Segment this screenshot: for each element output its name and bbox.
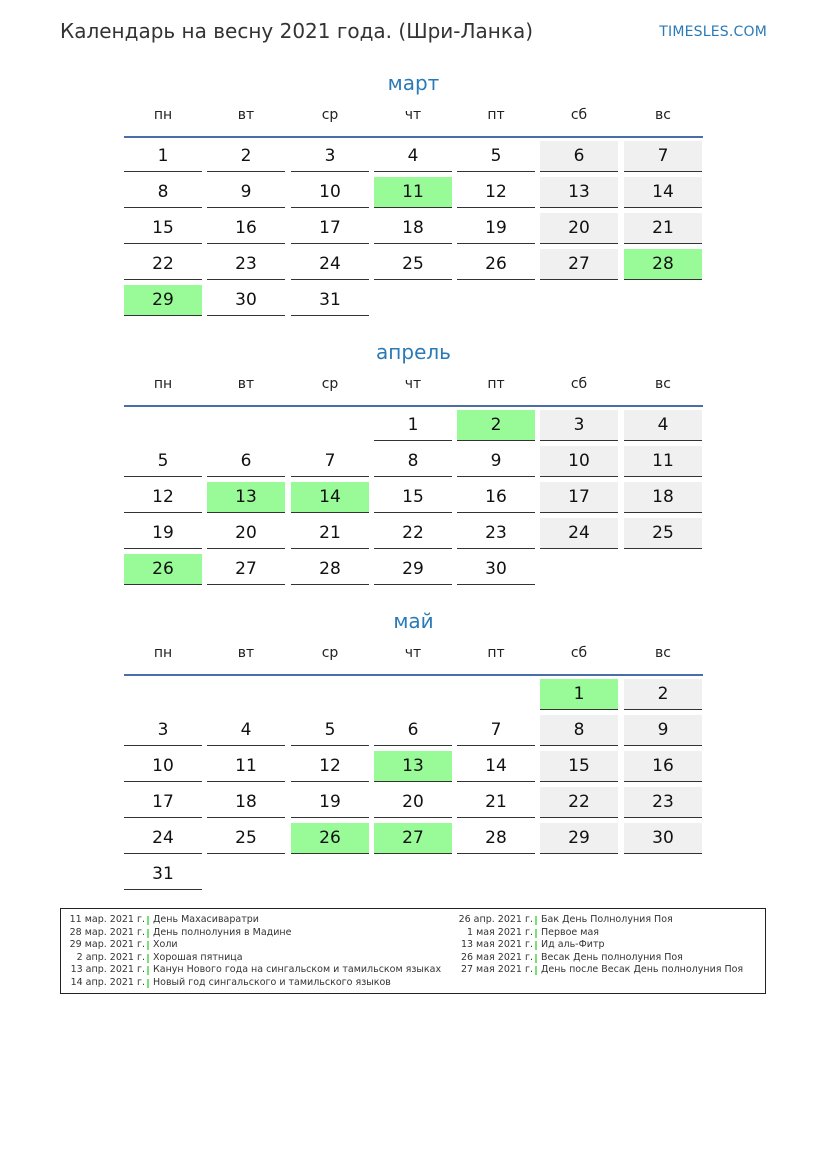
header-rule	[124, 674, 703, 676]
site-brand-link[interactable]: TIMESLES.COM	[659, 24, 767, 40]
day-cell: 10	[291, 177, 369, 208]
day-cell-holiday: 14	[291, 482, 369, 513]
day-cell: 28	[457, 823, 535, 854]
legend-color-marker	[147, 966, 149, 975]
weekday-label: вс	[655, 107, 671, 123]
weekday-label: пн	[153, 107, 173, 123]
day-cell: 31	[291, 285, 369, 316]
legend-column-right	[449, 914, 767, 977]
day-cell: 7	[457, 715, 535, 746]
weekday-label: пт	[487, 107, 505, 123]
day-cell-weekend: 25	[624, 518, 702, 549]
legend-entry	[61, 977, 453, 990]
day-cell: 3	[291, 141, 369, 172]
day-cell: 12	[291, 751, 369, 782]
legend-entry	[449, 914, 767, 927]
day-cell: 2	[207, 141, 285, 172]
weekday-label: вт	[237, 107, 255, 123]
weekday-label: сб	[570, 645, 588, 661]
day-cell: 18	[207, 787, 285, 818]
legend-color-marker	[535, 941, 537, 950]
day-cell: 31	[124, 859, 202, 890]
legend-entry	[449, 927, 767, 940]
day-cell: 11	[207, 751, 285, 782]
day-cell: 21	[457, 787, 535, 818]
legend-holiday-name: День Махасиваратри	[153, 914, 259, 925]
day-cell: 21	[291, 518, 369, 549]
weekday-label: вс	[655, 645, 671, 661]
legend-date: 1 мая 2021 г.	[467, 926, 533, 938]
legend-column-left	[61, 914, 453, 989]
holiday-legend	[60, 908, 766, 994]
day-cell: 12	[457, 177, 535, 208]
day-cell-weekend: 21	[624, 213, 702, 244]
month-may	[124, 607, 703, 884]
legend-date: 29 мар. 2021 г.	[69, 939, 145, 950]
day-cell: 22	[124, 249, 202, 280]
legend-date: 13 мая 2021 г.	[460, 939, 533, 950]
legend-entry	[61, 914, 453, 927]
day-cell-weekend: 6	[540, 141, 618, 172]
legend-color-marker	[535, 966, 537, 975]
legend-date: 26 мая 2021 г.	[460, 951, 533, 963]
legend-entry	[61, 927, 453, 940]
legend-color-marker	[535, 916, 537, 925]
day-cell-weekend: 29	[540, 823, 618, 854]
day-cell-weekend: 23	[624, 787, 702, 818]
day-cell: 25	[374, 249, 452, 280]
day-cell-holiday: 27	[374, 823, 452, 854]
day-cell-weekend: 2	[624, 679, 702, 710]
legend-entry	[449, 964, 767, 977]
day-cell: 20	[207, 518, 285, 549]
legend-color-marker	[147, 929, 149, 938]
legend-holiday-name: Канун Нового года на сингальском и тамильском языках	[153, 964, 442, 975]
month-title: март	[387, 71, 440, 95]
day-cell: 18	[374, 213, 452, 244]
day-cell-holiday: 11	[374, 177, 452, 208]
day-cell: 7	[291, 446, 369, 477]
legend-holiday-name: Первое мая	[541, 926, 599, 938]
weekday-label: пн	[153, 376, 173, 392]
day-cell: 27	[207, 554, 285, 585]
day-cell: 17	[291, 213, 369, 244]
day-cell: 15	[374, 482, 452, 513]
day-cell-weekend: 10	[540, 446, 618, 477]
day-cell: 5	[457, 141, 535, 172]
legend-color-marker	[535, 954, 537, 963]
day-cell: 6	[374, 715, 452, 746]
legend-color-marker	[147, 979, 149, 988]
legend-date: 13 апр. 2021 г.	[70, 964, 145, 975]
day-cell-holiday: 29	[124, 285, 202, 316]
weekday-header	[124, 643, 703, 675]
day-cell: 20	[374, 787, 452, 818]
day-cell: 8	[374, 446, 452, 477]
day-cell: 17	[124, 787, 202, 818]
legend-date: 2 апр. 2021 г.	[76, 951, 145, 963]
day-cell-weekend: 11	[624, 446, 702, 477]
legend-holiday-name: Бак День Полнолуния Поя	[541, 914, 673, 925]
day-cell: 4	[374, 141, 452, 172]
legend-holiday-name: Новый год сингальского и тамильского языков	[153, 976, 391, 988]
weekday-label: вт	[237, 376, 255, 392]
legend-entry	[61, 939, 453, 952]
weekday-label: сб	[570, 376, 588, 392]
day-cell-weekend: 27	[540, 249, 618, 280]
legend-holiday-name: Хорошая пятница	[153, 951, 243, 963]
month-title: апрель	[376, 340, 451, 364]
day-cell-weekend: 17	[540, 482, 618, 513]
day-cell: 30	[207, 285, 285, 316]
day-cell: 26	[457, 249, 535, 280]
weekday-label: ср	[321, 107, 339, 123]
weekday-label: пт	[487, 376, 505, 392]
header-rule	[124, 136, 703, 138]
day-cell-weekend: 8	[540, 715, 618, 746]
day-cell: 23	[457, 518, 535, 549]
day-cell: 10	[124, 751, 202, 782]
day-cell-holiday: 26	[291, 823, 369, 854]
legend-date: 26 апр. 2021 г.	[458, 914, 533, 925]
legend-entry	[449, 952, 767, 965]
day-cell: 3	[124, 715, 202, 746]
legend-color-marker	[147, 916, 149, 925]
day-cell: 22	[374, 518, 452, 549]
day-cell: 4	[207, 715, 285, 746]
day-cell: 5	[124, 446, 202, 477]
weekday-label: чт	[404, 107, 422, 123]
legend-color-marker	[147, 954, 149, 963]
day-cell-weekend: 22	[540, 787, 618, 818]
weekday-label: ср	[321, 376, 339, 392]
legend-holiday-name: Холи	[153, 939, 178, 950]
legend-entry	[61, 964, 453, 977]
day-cell-holiday: 13	[207, 482, 285, 513]
day-cell-weekend: 4	[624, 410, 702, 441]
weekday-label: ср	[321, 645, 339, 661]
day-cell: 29	[374, 554, 452, 585]
day-cell-weekend: 3	[540, 410, 618, 441]
day-cell: 23	[207, 249, 285, 280]
day-cell-weekend: 15	[540, 751, 618, 782]
weekday-label: вс	[655, 376, 671, 392]
day-cell: 16	[457, 482, 535, 513]
weekday-label: сб	[570, 107, 588, 123]
legend-date: 27 мая 2021 г.	[460, 964, 533, 975]
page-title: Календарь на весну 2021 года. (Шри-Ланка)	[60, 19, 533, 43]
day-cell-holiday: 26	[124, 554, 202, 585]
day-cell-weekend: 9	[624, 715, 702, 746]
day-cell: 25	[207, 823, 285, 854]
weekday-header	[124, 374, 703, 406]
day-cell: 15	[124, 213, 202, 244]
day-cell-weekend: 18	[624, 482, 702, 513]
legend-date: 14 апр. 2021 г.	[70, 976, 145, 988]
day-cell-weekend: 24	[540, 518, 618, 549]
day-cell-weekend: 14	[624, 177, 702, 208]
legend-entry	[61, 952, 453, 965]
day-cell-holiday: 28	[624, 249, 702, 280]
day-cell-weekend: 30	[624, 823, 702, 854]
legend-holiday-name: Ид аль-Фитр	[541, 939, 605, 950]
weekday-label: пт	[487, 645, 505, 661]
day-cell: 6	[207, 446, 285, 477]
month-april	[124, 338, 703, 579]
day-cell: 8	[124, 177, 202, 208]
day-cell-holiday: 13	[374, 751, 452, 782]
weekday-header	[124, 105, 703, 137]
legend-color-marker	[535, 929, 537, 938]
legend-date: 28 мар. 2021 г.	[69, 926, 145, 938]
legend-holiday-name: День полнолуния в Мадине	[153, 926, 292, 938]
day-cell: 24	[124, 823, 202, 854]
day-cell: 19	[457, 213, 535, 244]
day-cell: 9	[457, 446, 535, 477]
day-cell: 9	[207, 177, 285, 208]
legend-holiday-name: Весак День полнолуния Поя	[541, 951, 683, 963]
day-cell-weekend: 13	[540, 177, 618, 208]
day-cell-weekend: 16	[624, 751, 702, 782]
day-cell-holiday: 2	[457, 410, 535, 441]
day-cell: 16	[207, 213, 285, 244]
day-cell: 14	[457, 751, 535, 782]
day-cell: 1	[124, 141, 202, 172]
day-cell: 19	[291, 787, 369, 818]
day-cell: 24	[291, 249, 369, 280]
weekday-label: чт	[404, 376, 422, 392]
day-cell: 19	[124, 518, 202, 549]
header-rule	[124, 405, 703, 407]
month-title: май	[393, 609, 434, 633]
day-cell: 1	[374, 410, 452, 441]
day-cell: 28	[291, 554, 369, 585]
day-cell-weekend: 7	[624, 141, 702, 172]
day-cell-holiday: 1	[540, 679, 618, 710]
weekday-label: вт	[237, 645, 255, 661]
weekday-label: чт	[404, 645, 422, 661]
weekday-label: пн	[153, 645, 173, 661]
day-cell: 12	[124, 482, 202, 513]
month-march	[124, 69, 703, 310]
legend-holiday-name: День после Весак День полнолуния Поя	[541, 964, 744, 975]
legend-color-marker	[147, 941, 149, 950]
day-cell-weekend: 20	[540, 213, 618, 244]
day-cell: 5	[291, 715, 369, 746]
day-cell: 30	[457, 554, 535, 585]
legend-date: 11 мар. 2021 г.	[69, 914, 145, 925]
legend-entry	[449, 939, 767, 952]
